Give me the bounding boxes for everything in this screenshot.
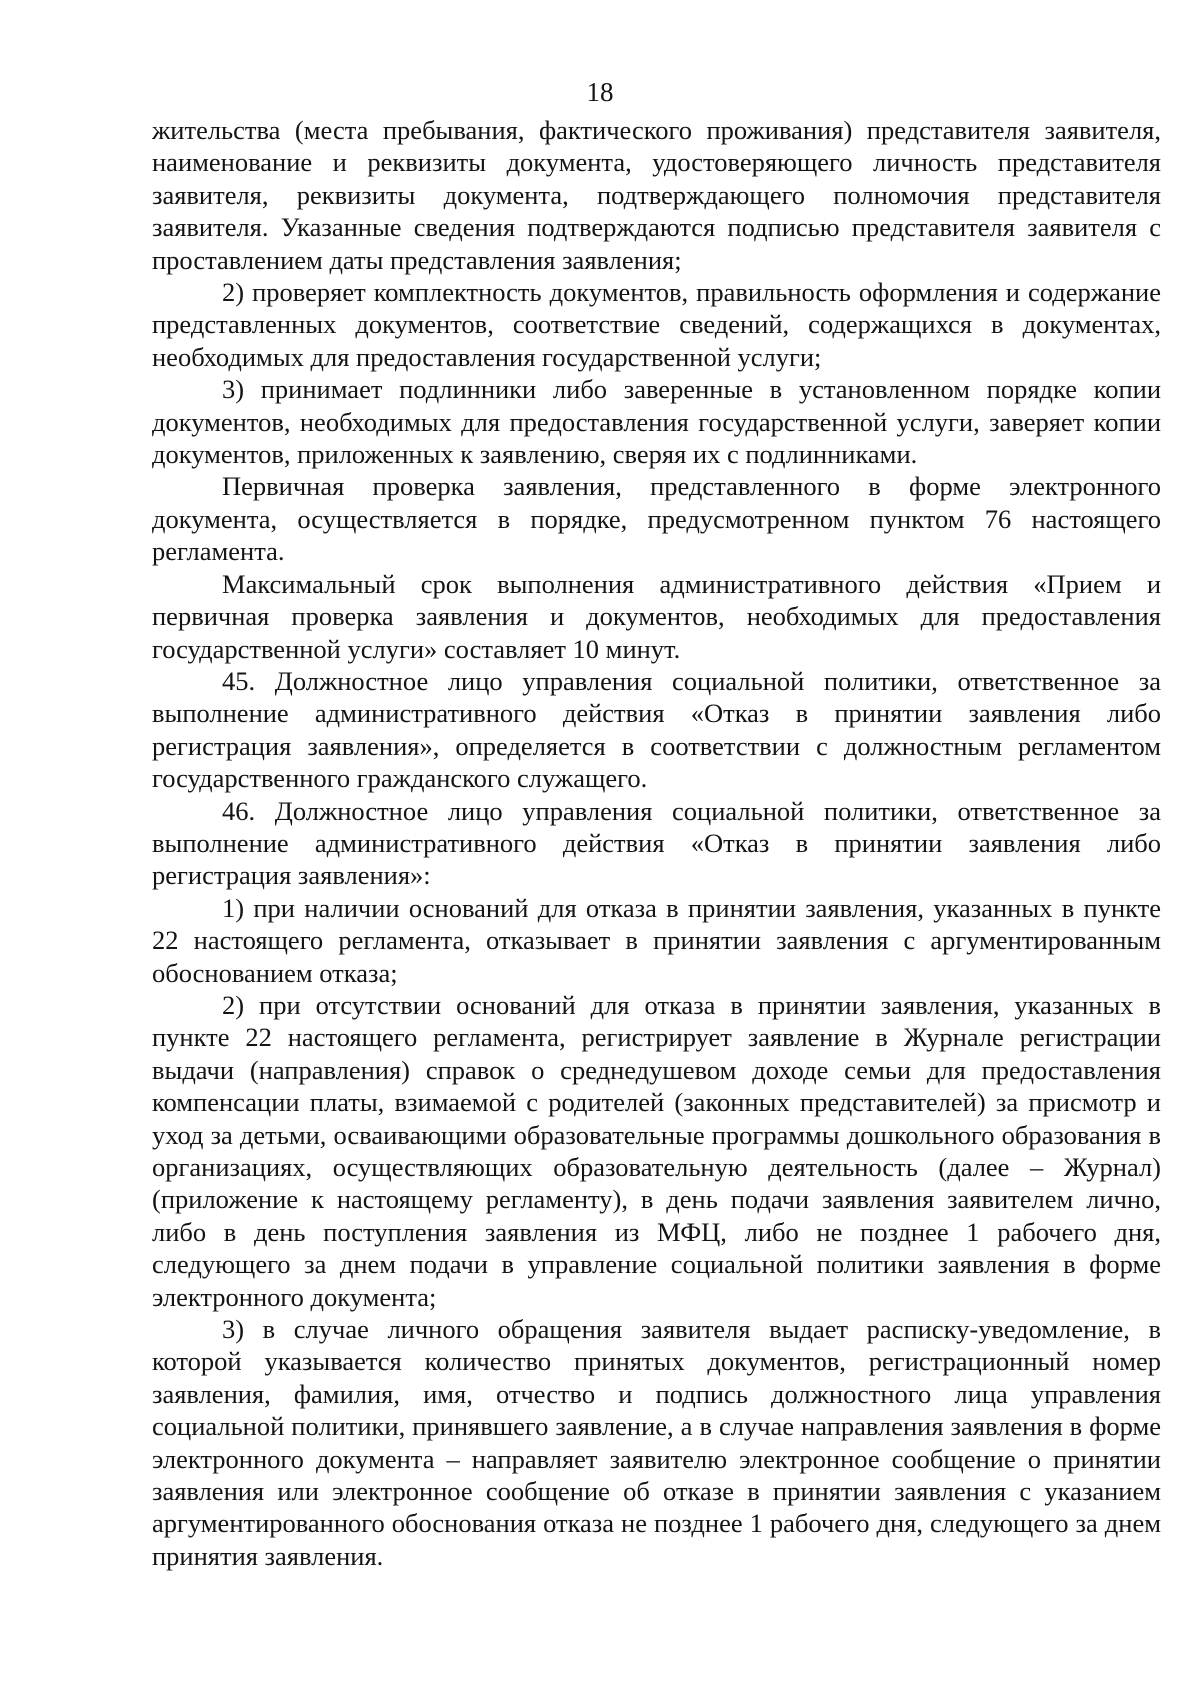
paragraph-continuation: жительства (места пребывания, фактического проживания) представителя заявителя, наименование и реквизиты документа, удостоверяющего личность представителя заявителя, реквизиты документа, подтверждающего полномочия представителя заявителя. Указанные сведения подтверждаются подписью представителя заявителя с проставлением даты представления заявления; [152,115,1161,275]
paragraph-max-duration: Максимальный срок выполнения административного действия «Прием и первичная проверка заявления и документов, необходимых для предоставления государственной услуги» составляет 10 минут. [152,568,1161,664]
paragraph-item-2-check-completeness: 2) проверяет комплектность документов, правильность оформления и содержание представленных документов, соответствие сведений, содержащихся в документах, необходимых для предоставления государственной услуги; [152,277,1161,372]
paragraph-initial-check-electronic: Первичная проверка заявления, представленного в форме электронного документа, осуществляется в порядке, предусмотренном пунктом 76 настоящего регламента. [152,471,1161,567]
paragraph-item-2-registration: 2) при отсутствии оснований для отказа в принятии заявления, указанных в пункте 22 настоящего регламента, регистрирует заявление в Журнале регистрации выдачи (направления) справок о среднедушевом доходе семьи для предоставления компенсации платы, взимаемой с родителей (законных представителей) за присмотр и уход за детьми, осваивающими образовательные программы дошкольного образования в организациях, осуществляющих образовательную деятельность (далее – Журнал) (приложение к настоящему регламенту), в день подачи заявления заявителем лично, либо в день поступления заявления из МФЦ, либо не позднее 1 рабочего дня, следующего за днем подачи в управление социальной политики заявления в форме электронного документа; [152,989,1161,1312]
paragraph-section-46: 46. Должностное лицо управления социальной политики, ответственное за выполнение административного действия «Отказ в принятии заявления либо регистрация заявления»: [152,795,1161,891]
paragraph-section-45: 45. Должностное лицо управления социальной политики, ответственное за выполнение административного действия «Отказ в принятии заявления либо регистрация заявления», определяется в соответствии с должностным регламентом государственного гражданского служащего. [152,665,1161,794]
paragraph-item-3-receipt-notification: 3) в случае личного обращения заявителя выдает расписку-уведомление, в которой указывается количество принятых документов, регистрационный номер заявления, фамилия, имя, отчество и подпись должностного лица управления социальной политики, принявшего заявление, а в случае направления заявления в форме электронного документа – направляет заявителю электронное сообщение о принятии заявления или электронное сообщение об отказе в принятии заявления с указанием аргументированного обоснования отказа не позднее 1 рабочего дня, следующего за днем принятия заявления. [152,1314,1161,1571]
document-body [152,114,1161,1572]
page-number: 18 [586,77,614,107]
paragraph-item-1-refusal: 1) при наличии оснований для отказа в принятии заявления, указанных в пункте 22 настоящего регламента, отказывает в принятии заявления с аргументированным обоснованием отказа; [152,892,1161,988]
paragraph-item-3-accept-originals: 3) принимает подлинники либо заверенные в установленном порядке копии документов, необходимых для предоставления государственной услуги, заверяет копии документов, приложенных к заявлению, сверяя их с подлинниками. [152,374,1161,470]
